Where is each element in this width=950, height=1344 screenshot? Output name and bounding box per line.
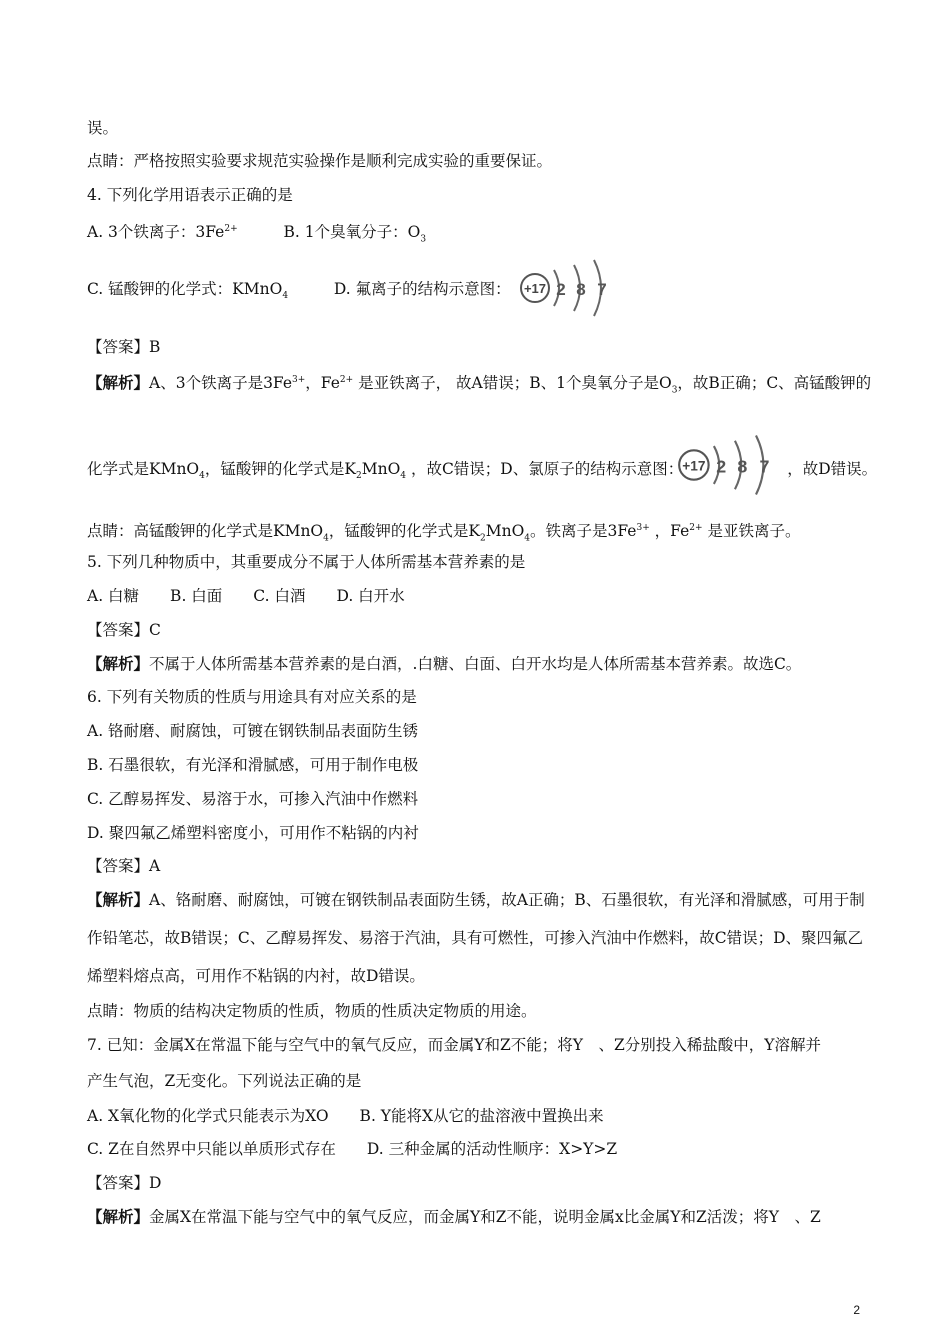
q6-answer: 【答案】A [87,857,161,875]
q4-option-c: C. 锰酸钾的化学式：KMnO [87,280,283,298]
text: MnO [361,460,401,478]
text: 是亚铁离子， 故A错误；B、1个臭氧分子是O [353,374,672,393]
q4-explanation-line1 [87,370,871,400]
text: ，故D错误。 [787,460,878,478]
sub: 4 [199,471,205,482]
q7-stem-line2: 产生气泡，Z无变化。下列说法正确的是 [87,1072,362,1090]
q5-explanation [87,654,801,674]
q4-options-ab [87,219,426,249]
q5-answer: 【答案】C [87,621,161,639]
sup: 2+ [689,523,703,533]
page-number: 2 [853,1303,860,1317]
q7-answer: 【答案】D [87,1174,162,1192]
q4-answer: 【答案】B [87,338,161,356]
text: A、铬耐磨、耐腐蚀，可镀在钢铁制品表面防生锈，故A正确；B、石墨很软，有光泽和滑腻感，可用于制 [149,891,865,909]
q5-options: A. 白糖 B. 白面 C. 白酒 D. 白开水 [87,587,405,605]
text: MnO [485,522,525,541]
explanation-label: 【解析】 [87,1207,150,1226]
atom-structure-diagram-2 [676,430,776,500]
sup: 3+ [292,375,306,385]
nucleus-label: +17 [523,281,547,296]
text: 不属于人体所需基本营养素的是白酒，.白糖、白面、白开水均是人体所需基本营养素。故选C。 [149,655,802,673]
q7-options-ab: A. X氧化物的化学式只能表示为XO B. Y能将X从它的盐溶液中置换出来 [87,1107,604,1125]
q4-tip [87,518,800,548]
text: ，故B正确；C、高锰酸钾的 [677,374,872,393]
q5-stem: 5. 下列几种物质中，其重要成分不属于人体所需基本营养素的是 [87,553,526,571]
q7-stem-line1: 7. 已知：金属X在常温下能与空气中的氧气反应，而金属Y和Z不能；将Y 、Z分别投入稀盐酸中，Y溶解并 [87,1036,821,1054]
explanation-label: 【解析】 [87,373,150,393]
q4-option-d: D. 氟离子的结构示意图： [333,280,511,298]
nucleus-label: +17 [682,458,706,474]
q4-option-b: B. 1个臭氧分子：O [283,223,421,242]
q4-stem: 4. 下列化学用语表示正确的是 [87,186,293,204]
q6-explanation-line3: 烯塑料熔点高，可用作不粘锅的内衬，故D错误。 [87,967,425,985]
sub: 3 [671,385,678,396]
text: 点睛：高锰酸钾的化学式是KMnO [87,522,324,541]
q4-option-a-sup: 2+ [224,224,238,234]
q4-option-c-sub: 4 [282,291,289,302]
sub: 2 [355,471,362,482]
shell-1-label: 2 [556,280,566,299]
tip-line: 点睛：严格按照实验要求规范实验操作是顺利完成实验的重要保证。 [87,152,553,170]
q6-option-a: A. 铬耐磨、耐腐蚀，可镀在钢铁制品表面防生锈 [87,722,419,740]
sub: 4 [524,533,531,544]
shell-1-label: 2 [716,456,727,477]
q6-option-d: D. 聚四氟乙烯塑料密度小，可用作不粘锅的内衬 [87,824,419,842]
sub: 4 [323,533,329,544]
sub: 4 [400,471,407,482]
atom-structure-diagram-1 [518,255,613,321]
q6-explanation-line1 [87,890,865,910]
q7-explanation-line1 [87,1207,821,1227]
q4-options-cd [87,279,511,306]
sub: 2 [479,533,486,544]
shell-3-label: 7 [759,456,770,477]
text: 是亚铁离子。 [702,522,801,541]
q6-tip: 点睛：物质的结构决定物质的性质，物质的性质决定物质的用途。 [87,1002,537,1020]
q4-option-a: A. 3个铁离子：3Fe [87,223,225,242]
explanation-label: 【解析】 [87,890,150,909]
shell-2-label: 8 [737,456,748,477]
explanation-label: 【解析】 [87,654,150,673]
q7-options-cd: C. Z在自然界中只能以单质形式存在 D. 三种金属的活动性顺序：X>Y>Z [87,1140,618,1158]
q6-option-c: C. 乙醇易挥发、易溶于水，可掺入汽油中作燃料 [87,790,419,808]
q6-explanation-line2: 作铅笔芯，故B错误；C、乙醇易挥发、易溶于汽油，具有可燃性，可掺入汽油中作燃料，故C错误；D、聚四氟乙 [87,929,864,947]
text: ，锰酸钾的化学式是K [328,522,480,541]
sup: 2+ [339,375,354,385]
text: ，故C错误；D、氯原子的结构示意图： [406,460,684,478]
text: ，Fe [649,522,690,541]
q6-option-b: B. 石墨很软，有光泽和滑腻感，可用于制作电极 [87,756,419,774]
text: 。铁离子是3Fe [530,522,637,541]
text: A、3个铁离子是3Fe [149,374,293,393]
text: ，Fe [305,374,340,393]
text: ，锰酸钾的化学式是K [204,460,356,478]
sup: 3+ [636,523,650,533]
shell-3-label: 7 [597,280,607,299]
text: 化学式是KMnO [87,460,200,478]
text: 金属X在常温下能与空气中的氧气反应，而金属Y和Z不能，说明金属x比金属Y和Z活泼；将Y 、Z [149,1208,821,1226]
text-line: 误。 [87,119,119,137]
q6-stem: 6. 下列有关物质的性质与用途具有对应关系的是 [87,688,417,706]
q4-option-b-sub: 3 [420,234,427,245]
shell-2-label: 8 [576,280,586,299]
